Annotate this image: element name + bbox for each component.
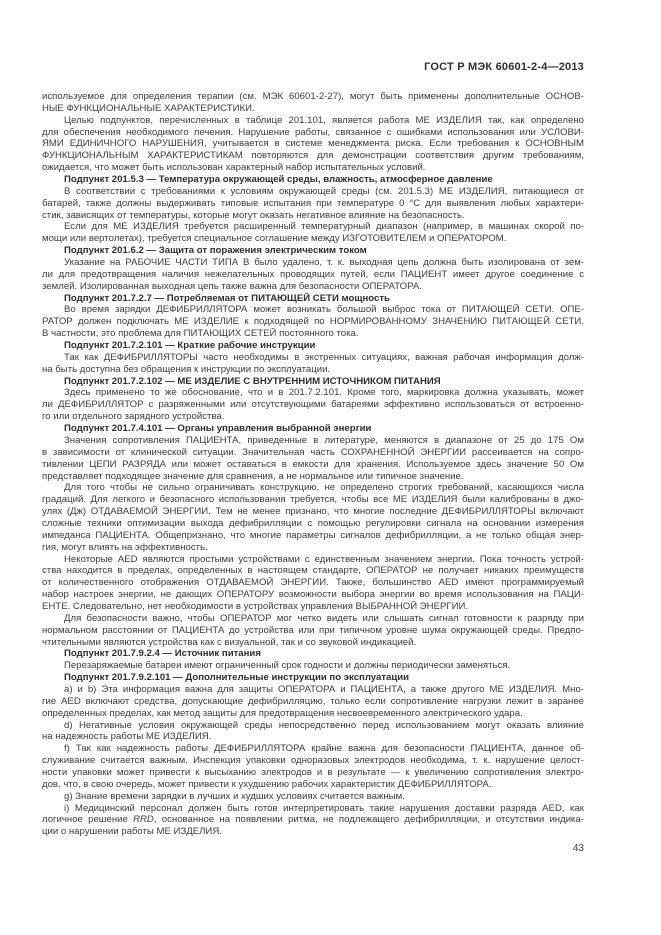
text-run: f) Так как надежность работы ДЕФИБРИЛЛЯТОРА крайне важна для безопасности ПАЦИЕНТА, данное об- (64, 743, 584, 755)
text-run: Подпункт 201.7.2.101 — Краткие рабочие инструкции (64, 340, 316, 352)
section-heading (42, 648, 584, 660)
text-line (42, 399, 584, 411)
text-run: Подпункт 201.6.2 — Защита от поражения электрическим током (64, 245, 367, 257)
text-run: g) Знание времени зарядки в лучших и худших условиях считается важным. (64, 790, 405, 802)
text-line (42, 316, 584, 328)
text-line (42, 471, 584, 483)
section-heading (42, 423, 584, 435)
text-run: Подпункт 201.7.4.101 — Органы управления выбранной энергии (64, 423, 372, 435)
text-run: Во время зарядки ДЕФИБРИЛЛЯТОРА может возникать большой выброс тока от ПИТАЮЩЕЙ СЕТИ. ОПЕ- (64, 304, 584, 316)
text-run: дов, что, в свою очередь, может привести к ухудшению рабочих характеристик ДЕФИБРИЛЛЯТОРА. (42, 778, 492, 790)
text-run: ожидается, что может быть использован характерный набор испытательных условий. (42, 162, 426, 174)
text-run: тивлении ЦЕПИ РАЗРЯДА или может оставаться в емкости для хранения. Используемое здесь значение 50 Ом (42, 458, 584, 470)
text-line (42, 601, 584, 613)
text-run: на надежность работы МЕ ИЗДЕЛИЯ. (42, 731, 212, 743)
text-run: Указание на РАБОЧИЕ ЧАСТИ ТИПА В было удалено, т. к. выходная цепь должна быть изолирована от зем- (64, 257, 584, 269)
text-run: чтительными являются устройства как с визуальной, так и со звуковой индикацией. (42, 636, 417, 648)
text-run: Здесь применено то же обоснование, что и в 201.7.2.101. Кроме того, маркировка должна указывать, может (64, 387, 584, 399)
text-run: Некоторые AED являются простыми устройствами с единственным значением энергии. Пока точность устрой- (64, 553, 584, 565)
text-run: Значения сопротивления ПАЦИЕНТА, приведенные в литературе, меняются в диапазоне от 25 до 175 Ом (64, 434, 584, 446)
text-run: Если для МЕ ИЗДЕЛИЯ требуется расширенный температурный диапазон (например, в машинах скорой по- (64, 221, 584, 233)
text-line (42, 613, 584, 625)
document-body (42, 91, 584, 838)
text-line (42, 328, 584, 340)
text-line (42, 589, 584, 601)
text-line (42, 577, 584, 589)
text-run: Подпункт 201.7.9.2.101 — Дополнительные инструкции по эксплуатации (64, 672, 410, 684)
text-run: представляет подходящее значение для сравнения, а не нормальное или типичное значение. (42, 470, 464, 482)
text-line (42, 150, 584, 162)
page-number: 43 (572, 843, 584, 854)
text-run: РАТОР должен подключать МЕ ИЗДЕЛИЕ к подходящей по НОРМИРОВАННОМУ ЗНАЧЕНИЮ ПИТАЮЩЕЙ СЕТИ. (42, 316, 584, 328)
text-run: Для безопасности важно, чтобы ОПЕРАТОР мог четко видеть или слышать сигнал готовности к разряду при (64, 612, 584, 624)
text-line (42, 518, 584, 530)
text-run: батарей, также должны выдерживать типовые испытания при температуре 0 °C для выявления любых характери- (42, 197, 584, 209)
text-run: определенных пределах, как метод защиты для предотвращения несвоевременного электрического удара. (42, 707, 523, 719)
text-line (42, 803, 584, 815)
text-line (42, 779, 584, 791)
text-line (42, 826, 584, 838)
text-run: ЯМИ ЕДИНИЧНОГО НАРУШЕНИЯ, учитывается в системе менеджмента риска. Если требования к ОСНОВНЫМ (42, 138, 584, 150)
text-line (42, 115, 584, 127)
text-run: служивание считается важным. Инспекция упаковки одноразовых электродов необходима, т. к. нарушение целост- (42, 755, 584, 767)
text-line (42, 696, 584, 708)
text-line (42, 637, 584, 649)
text-run: i) Медицинский персонал должен быть готов интерпретировать такие нарушения доставки разряда AED, как (64, 802, 584, 814)
text-run: ства находится в пределах, определенных в настоящем стандарте, ОПЕРАТОР не получает никаких преимуществ (42, 565, 584, 577)
text-line (42, 269, 584, 281)
text-run: Подпункт 201.7.2.7 — Потребляемая от ПИТАЮЩЕЙ СЕТИ мощность (64, 292, 390, 304)
text-line (42, 767, 584, 779)
text-run: ФУНКЦИОНАЛЬНЫМ ХАРАКТЕРИСТИКАМ повторяются для демонстрации соответствия другим требованиям, (42, 150, 584, 162)
text-line (42, 186, 584, 198)
text-run: Подпункт 201.7.2.102 — МЕ ИЗДЕЛИЕ С ВНУТРЕННИМ ИСТОЧНИКОМ ПИТАНИЯ (64, 375, 441, 387)
text-line (42, 447, 584, 459)
text-line (42, 127, 584, 139)
text-line (42, 684, 584, 696)
text-line (42, 387, 584, 399)
text-run: ции о нарушении работы МЕ ИЗДЕЛИЯ. (42, 826, 222, 838)
text-run: ли ДЕФИБРИЛЛЯТОР с разряженными или отсутствующими батареями эффективно использоваться от встроенно- (42, 399, 584, 411)
text-run: Для того чтобы не сильно ограничивать конструкцию, не определено строгих требований, касающихся числа (64, 482, 584, 494)
text-run: градаций. Для легкого и безопасного использования требуется, чтобы все МЕ ИЗДЕЛИЯ были калиброваны в джо- (42, 494, 584, 506)
text-run: го или отдельного зарядного устройства. (42, 411, 225, 423)
text-line (42, 506, 584, 518)
section-heading (42, 174, 584, 186)
text-run: импеданса ПАЦИЕНТА. Общепризнано, что многие параметры сигналов дефибрилляции, а не только общая энер- (42, 529, 584, 541)
text-run: Целью подпунктов, перечисленных в таблице 201.101, является работа МЕ ИЗДЕЛИЯ так, как определено (64, 114, 584, 126)
text-run: d) Негативные условия окружающей среды непосредственно перед использованием могут оказать влияние (64, 719, 584, 731)
text-run: Подпункт 201.7.9.2.4 — Источник питания (64, 648, 261, 660)
text-run: мощи или вертолетах), требуется специальное соглашение между ИЗГОТОВИТЕЛЕМ и ОПЕРАТОРОМ. (42, 233, 507, 245)
section-heading (42, 376, 584, 388)
text-line (42, 257, 584, 269)
text-run: в зависимости от клинической ситуации. Значительная часть СОХРАНЕННОЙ ЭНЕРГИИ рассеивается на сопро- (42, 446, 584, 458)
text-run: для обеспечения необходимого лечения. Нарушение работы, связанное с ошибками использования или УСЛОВИ- (42, 126, 584, 138)
text-run: Подпункт 201.5.3 — Температура окружающей среды, влажность, атмосферное давление (64, 174, 493, 186)
text-run: гия, могут влиять на эффективность. (42, 541, 208, 553)
italic-term: RRD (133, 814, 154, 826)
text-line (42, 198, 584, 210)
text-run: гие AED включают средства, допускающие дефибрилляцию, только если сопротивление нагрузки лежит в заранее (42, 695, 584, 707)
text-run: используемое для определения терапии (см. МЭК 60601-2-27), могут быть применены дополнительные ОСНОВ- (42, 91, 584, 102)
text-run: сложные техники оптимизации выхода дефибрилляции с помощью регулировки сигнала на основании измерения (42, 517, 584, 529)
text-run: Так как ДЕФИБРИЛЛЯТОРЫ часто необходимы в экстренных ситуациях, важная рабочая информация долж- (64, 351, 584, 363)
text-run: ЕНТЕ. Следовательно, нет необходимости в устройствах управления ВЫБРАННОЙ ЭНЕРГИИ. (42, 600, 469, 612)
text-run: Перезаряжаемые батареи имеют ограниченный срок годности и должны периодически заменяться. (64, 660, 511, 672)
text-line (42, 791, 584, 803)
text-run: землей. Изолированная выходная цепь также важна для безопасности ОПЕРАТОРА. (42, 280, 422, 292)
text-run: НЫЕ ФУНКЦИОНАЛЬНЫЕ ХАРАКТЕРИСТИКИ. (42, 102, 255, 114)
text-line (42, 281, 584, 293)
text-run: ности упаковки может привести к высыханию электродов и в результате — к увеличению сопротивления электро- (42, 766, 584, 778)
text-line (42, 482, 584, 494)
text-line (42, 814, 584, 826)
text-run: a) и b) Эта информация важна для защиты ОПЕРАТОРА и ПАЦИЕНТА, а также другого МЕ ИЗДЕЛИЯ. Мно- (64, 683, 584, 695)
text-line (42, 352, 584, 364)
text-run: от количественного отображения ОТДАВАЕМОЙ ЭНЕРГИИ. Также, большинство AED имеют программируемый (42, 577, 584, 589)
text-line (42, 162, 584, 174)
text-run: улях (Дж) ОТДАВАЕМОЙ ЭНЕРГИИ. Тем не менее признано, что многие последние ДЕФИБРИЛЛЯТОРЫ включают (42, 506, 584, 518)
document-standard-number: ГОСТ Р МЭК 60601-2-4—2013 (424, 61, 584, 73)
text-line (42, 565, 584, 577)
text-line (42, 138, 584, 150)
text-run: набор настроек энергии, не дающих ОПЕРАТОРУ возможности выбора энергии во время использования на ПАЦИ- (42, 589, 584, 601)
text-line (42, 625, 584, 637)
text-line (42, 542, 584, 554)
text-line (42, 459, 584, 471)
text-line (42, 233, 584, 245)
text-line (42, 530, 584, 542)
text-run: В частности, это проблема для ПИТАЮЩИХ СЕТЕЙ постоянного тока. (42, 328, 359, 340)
text-run: , основанное на появлении ритма, не подлежащего дефибрилляции, и отсутствии индика- (153, 814, 584, 826)
text-line (42, 554, 584, 566)
text-line (42, 103, 584, 115)
text-line (42, 743, 584, 755)
text-line (42, 435, 584, 447)
text-line (42, 660, 584, 672)
text-line (42, 221, 584, 233)
text-run: стик, зависящих от температуры, которые могут оказать негативное влияние на безопасность. (42, 209, 465, 221)
section-heading (42, 340, 584, 352)
text-line (42, 755, 584, 767)
text-run: нормальном расстоянии от ПАЦИЕНТА до устройства или при типичном уровне шума окружающей среды. Предпо- (42, 624, 584, 636)
text-line (42, 731, 584, 743)
text-line (42, 411, 584, 423)
text-line (42, 210, 584, 222)
text-line (42, 494, 584, 506)
text-run: на быть доступна без обращения к инструкции по эксплуатации. (42, 363, 331, 375)
text-line (42, 720, 584, 732)
text-line (42, 708, 584, 720)
text-run: ли для предотвращения наличия нежелательных проводящих путей, если ПАЦИЕНТ имеет другое соединение с (42, 268, 584, 280)
text-run: логичное решение (42, 814, 134, 826)
section-heading (42, 245, 584, 257)
section-heading (42, 293, 584, 305)
section-heading (42, 672, 584, 684)
text-line (42, 91, 584, 103)
text-run: В соответствии с требованиями к условиям окружающей среды (см. 201.5.3) МЕ ИЗДЕЛИЯ, питающиеся от (64, 185, 584, 197)
text-line (42, 364, 584, 376)
text-line (42, 304, 584, 316)
